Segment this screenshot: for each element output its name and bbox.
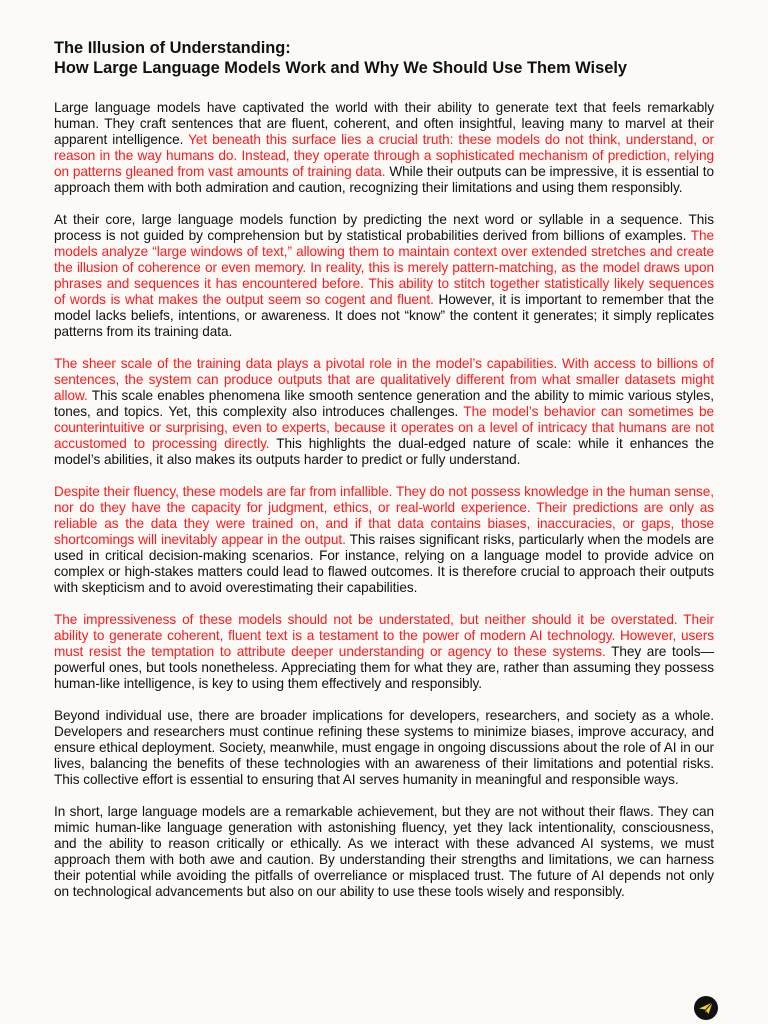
- title-line-2: How Large Language Models Work and Why We Should Use Them Wisely: [54, 59, 627, 77]
- highlighted-text-run: The model’s behavior can sometimes be counterintuitive or surprising, even to experts, because it operates on a level of intricacy that humans are not accustomed to processing directly.: [54, 404, 714, 451]
- paragraph-6: [54, 708, 714, 788]
- highlighted-text-run: The sheer scale of the training data plays a pivotal role in the model’s capabilities. With access to billions of sentences, the system can produce outputs that are qualitatively different from what smaller datasets might allow.: [54, 356, 714, 403]
- highlighted-text-run: The models analyze “large windows of text,” allowing them to maintain context over extended stretches and create the illusion of coherence or even memory. In reality, this is merely pattern-matching, as the model draws upon phrases and sequences it has encountered before. This ability to stitch together statistically likely sequences of words is what makes the output seem so cogent and fluent.: [54, 228, 714, 307]
- text-run: Large language models have captivated the world with their ability to generate text that feels remarkably human. They craft sentences that are fluent, coherent, and often insightful, leaving many to marvel at their apparent intelligence.: [54, 100, 714, 147]
- document-title: [54, 38, 714, 78]
- highlighted-text-run: Yet beneath this surface lies a crucial truth: these models do not think, understand, or reason in the way humans do. Instead, they operate through a sophisticated mechanism of prediction, relying on patterns gleaned from vast amounts of training data.: [54, 132, 714, 179]
- text-run: This highlights the dual-edged nature of scale: while it enhances the model’s abilities, it also makes its outputs harder to predict or fully understand.: [54, 436, 714, 467]
- paper-plane-icon: [694, 996, 718, 1020]
- highlighted-text-run: Despite their fluency, these models are far from infallible. They do not possess knowledge in the human sense, nor do they have the capacity for judgment, ethics, or real-world experience. Their predictions are only as reliable as the data they were trained on, and if that data contains biases, inaccuracies, or gaps, those shortcomings will inevitably appear in the output.: [54, 484, 714, 547]
- highlighted-text-run: The impressiveness of these models should not be understated, but neither should it be overstated. Their ability to generate coherent, fluent text is a testament to the power of modern AI technology. However, users must resist the temptation to attribute deeper understanding or agency to these systems.: [54, 612, 714, 659]
- text-run: In short, large language models are a remarkable achievement, but they are not without their flaws. They can mimic human-like language generation with astonishing fluency, yet they lack intentionality, consciousness, and the ability to reason critically or ethically. As we interact with these advanced AI systems, we must approach them with both awe and caution. By understanding their strengths and limitations, we can harness their potential while avoiding the pitfalls of overreliance or misplaced trust. The future of AI depends not only on technological advancements but also on our ability to use these tools wisely and responsibly.: [54, 804, 714, 899]
- title-line-1: The Illusion of Understanding:: [54, 39, 291, 57]
- document-page: [54, 38, 714, 916]
- text-run: This scale enables phenomena like smooth sentence generation and the ability to mimic various styles, tones, and topics. Yet, this complexity also introduces challenges.: [54, 388, 714, 419]
- text-run: Beyond individual use, there are broader implications for developers, researchers, and society as a whole. Developers and researchers must continue refining these systems to minimize biases, improve accuracy, and ensure ethical deployment. Society, meanwhile, must engage in ongoing discussions about the role of AI in our lives, balancing the benefits of these technologies with an awareness of their limitations and potential risks. This collective effort is essential to ensuring that AI serves humanity in meaningful and responsible ways.: [54, 708, 714, 787]
- text-run: This raises significant risks, particularly when the models are used in critical decision-making scenarios. For instance, relying on a language model to provide advice on complex or high-stakes matters could lead to flawed outcomes. It is therefore crucial to approach their outputs with skepticism and to avoid overestimating their capabilities.: [54, 532, 714, 595]
- text-run: They are tools—powerful ones, but tools nonetheless. Appreciating them for what they are, rather than assuming they possess human-like intelligence, is key to using them effectively and responsibly.: [54, 644, 714, 691]
- corner-badge: [694, 996, 718, 1020]
- text-run: At their core, large language models function by predicting the next word or syllable in a sequence. This process is not guided by comprehension but by statistical probabilities derived from billions of examples.: [54, 212, 714, 243]
- paragraph-1: [54, 100, 714, 196]
- paragraph-3: [54, 356, 714, 468]
- paragraph-7: [54, 804, 714, 900]
- paragraph-4: [54, 484, 714, 596]
- text-run: While their outputs can be impressive, it is essential to approach them with both admiration and caution, recognizing their limitations and using them responsibly.: [54, 164, 714, 195]
- paragraph-2: [54, 212, 714, 340]
- text-run: However, it is important to remember that the model lacks beliefs, intentions, or awareness. It does not “know” the content it generates; it simply replicates patterns from its training data.: [54, 292, 714, 339]
- paragraph-5: [54, 612, 714, 692]
